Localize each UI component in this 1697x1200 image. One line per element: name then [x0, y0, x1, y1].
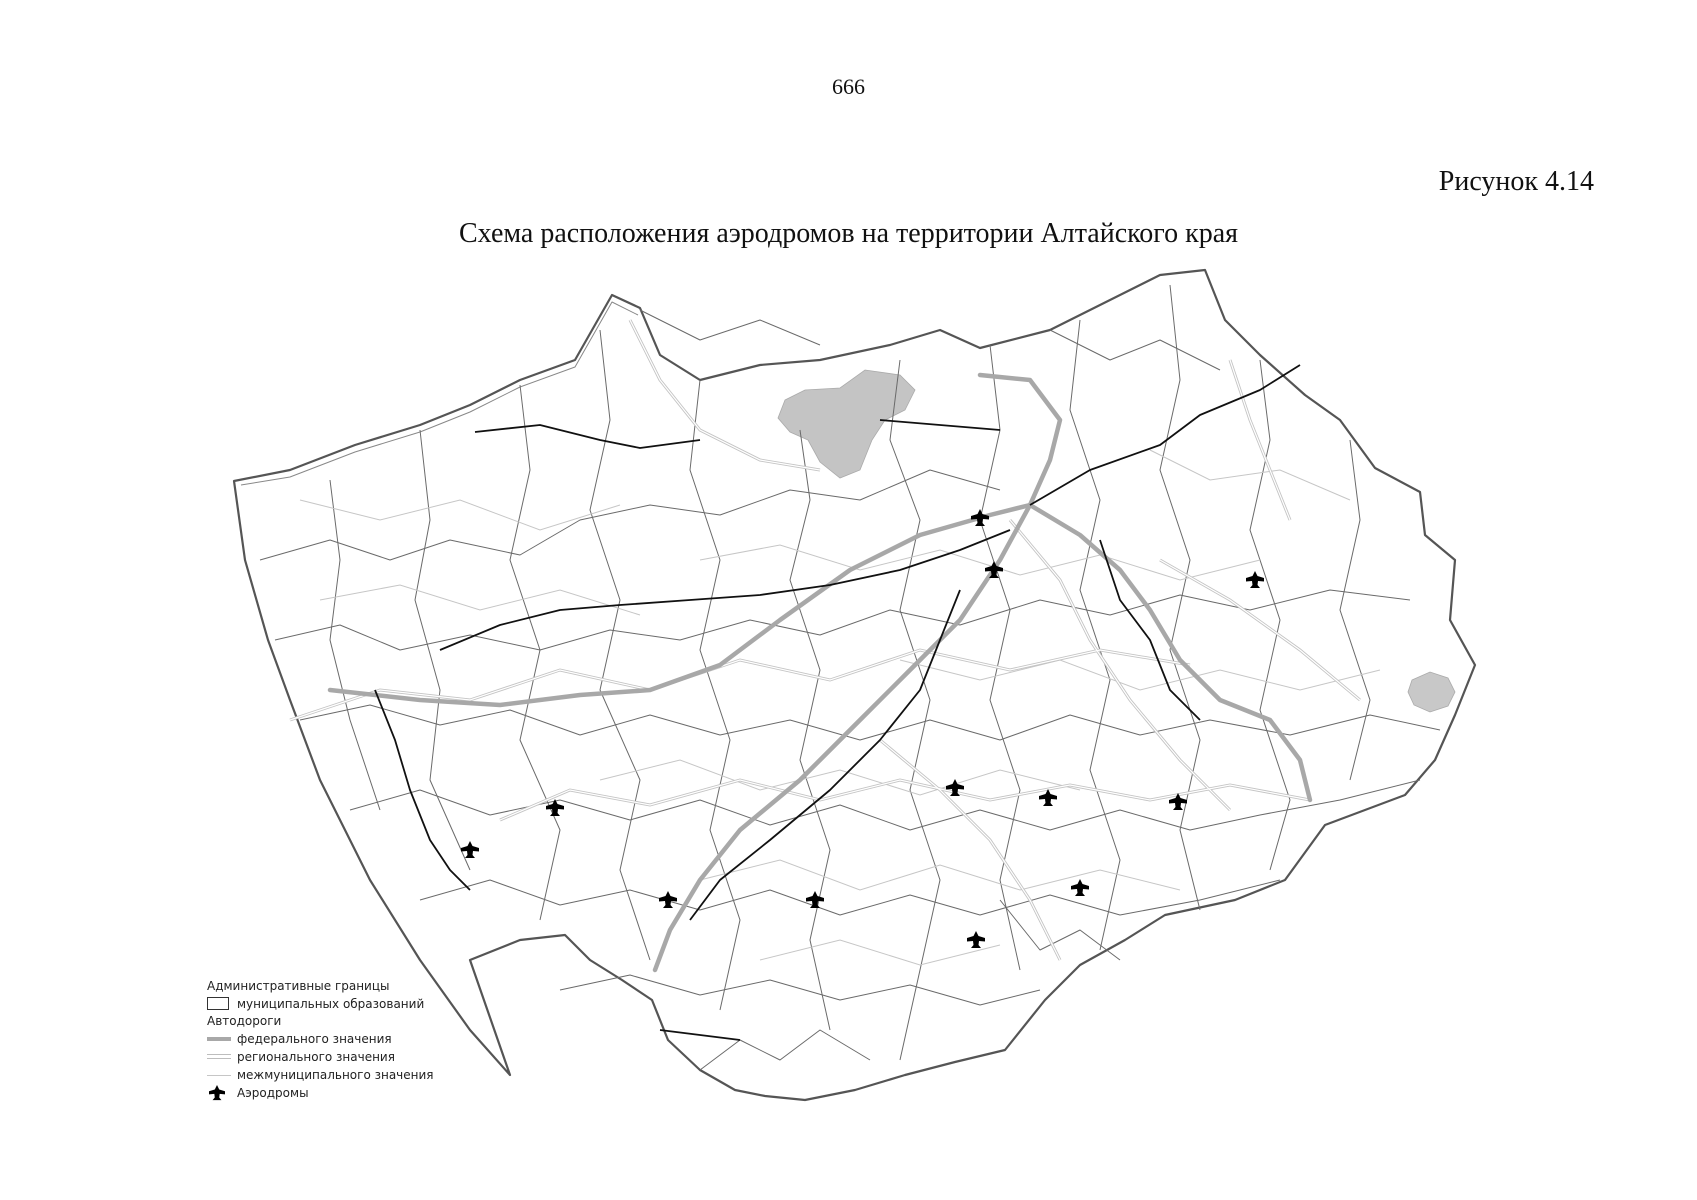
figure-label: Рисунок 4.14 [1438, 166, 1594, 197]
legend-intermunicipal-label: межмуниципального значения [237, 1068, 434, 1082]
federal-road-swatch [207, 1032, 231, 1046]
legend-regional [207, 1048, 467, 1066]
legend-municipal-label: муниципальных образований [237, 997, 425, 1011]
municipal-boundary-swatch [207, 997, 231, 1011]
legend-aerodromes [207, 1084, 467, 1102]
map-legend [207, 978, 467, 1102]
legend-federal [207, 1030, 467, 1048]
legend-aerodromes-label: Аэродромы [237, 1086, 309, 1100]
legend-federal-label: федерального значения [237, 1032, 392, 1046]
legend-regional-label: регионального значения [237, 1050, 395, 1064]
page-number: 666 [832, 74, 865, 99]
regional-road-swatch [207, 1050, 231, 1064]
aircraft-icon [207, 1086, 231, 1100]
figure-title: Схема расположения аэродромов на территории Алтайского края [458, 218, 1239, 249]
intermunicipal-road-swatch [207, 1068, 231, 1082]
legend-admin-header: Административные границы [207, 979, 390, 993]
legend-roads-header: Автодороги [207, 1014, 282, 1028]
legend-intermunicipal [207, 1066, 467, 1084]
legend-municipal [207, 995, 467, 1013]
